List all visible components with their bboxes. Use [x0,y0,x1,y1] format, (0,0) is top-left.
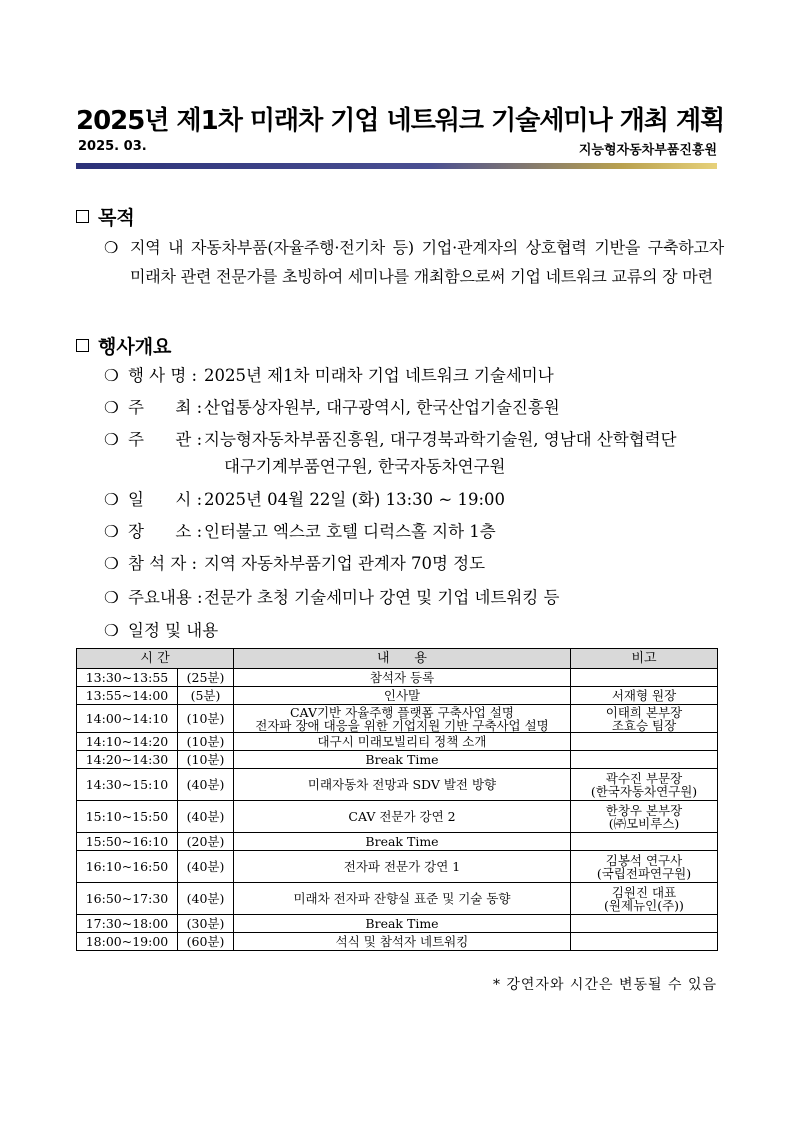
item-label: 주 관 : [128,430,203,449]
overview-item-organizer [104,426,677,454]
circle-bullet-icon: ❍ [104,366,119,385]
cell-content-line2: 전자파 장애 대응을 위한 기업지원 기반 구축사업 설명 [255,717,549,733]
item-value: 지능형자동차부품진흥원, 대구경북과학기술원, 영남대 산학협력단 [204,430,677,449]
cell-note-line2: 조효승 팀장 [611,717,677,733]
circle-bullet-icon: ❍ [104,621,119,640]
cell-content: Break Time [234,751,571,769]
cell-time: 14:00~14:10 [77,705,178,733]
overview-item-attendees [104,550,485,578]
cell-note [571,933,718,951]
header-time: 시 간 [77,649,234,669]
cell-content: 석식 및 참석자 네트워킹 [234,933,571,951]
table-row [77,801,718,833]
organization-name: 지능형자동차부품진흥원 [578,143,717,158]
table-row [77,933,718,951]
cell-time: 16:50~17:30 [77,883,178,915]
cell-note-line1: 김봉석 연구사 [605,852,683,868]
cell-duration: (25분) [178,669,234,687]
table-row [77,687,718,705]
item-label: 주요내용 : [128,588,203,607]
item-label: 일정 및 내용 [128,621,219,640]
cell-note [571,915,718,933]
cell-content: Break Time [234,833,571,851]
footnote: * 강연자와 시간은 변동될 수 있음 [492,977,717,993]
cell-time: 18:00~19:00 [77,933,178,951]
circle-bullet-icon: ❍ [104,554,119,573]
overview-item-datetime [104,486,505,514]
table-row [77,669,718,687]
circle-bullet-icon: ❍ [104,398,119,417]
circle-bullet-icon: ❍ [104,238,119,257]
header-note: 비고 [571,649,718,669]
cell-duration: (40분) [178,769,234,801]
overview-item-schedule [104,617,218,645]
cell-duration: (40분) [178,801,234,833]
cell-time: 13:30~13:55 [77,669,178,687]
cell-time: 13:55~14:00 [77,687,178,705]
item-value: 산업통상자원부, 대구광역시, 한국산업기술진흥원 [204,398,560,417]
cell-duration: (10분) [178,705,234,733]
circle-bullet-icon: ❍ [104,430,119,449]
circle-bullet-icon: ❍ [104,588,119,607]
cell-time: 14:20~14:30 [77,751,178,769]
item-value: 지역 자동차부품기업 관계자 70명 정도 [204,554,486,573]
table-row [77,705,718,733]
cell-time: 15:50~16:10 [77,833,178,851]
cell-duration: (20분) [178,833,234,851]
cell-note [571,705,718,733]
cell-note [571,733,718,751]
table-header-row [77,649,718,669]
table-row [77,915,718,933]
overview-heading [76,332,171,359]
purpose-text: 지역 내 자동차부품(자율주행·전기차 등) 기업·관계자의 상호협력 기반을 구축하고자 미래차 관련 전문가를 초빙하여 세미나를 개최함으로써 기업 네트워크 교류의 장 마련 [130,238,724,286]
cell-content: 인사말 [234,687,571,705]
circle-bullet-icon: ❍ [104,490,119,509]
cell-duration: (10분) [178,751,234,769]
table-row [77,769,718,801]
item-label: 주 최 : [128,398,203,417]
cell-content: 미래차 전자파 잔향실 표준 및 기술 동향 [234,883,571,915]
purpose-paragraph [104,233,724,323]
cell-note-line1: 김원진 대표 [611,884,677,900]
cell-note: 서재형 원장 [571,687,718,705]
item-value: 2025년 04월 22일 (화) 13:30 ~ 19:00 [204,490,506,509]
cell-duration: (40분) [178,851,234,883]
cell-duration: (60분) [178,933,234,951]
cell-duration: (40분) [178,883,234,915]
item-value: 전문가 초청 기술세미나 강연 및 기업 네트워킹 등 [204,588,560,607]
overview-heading-label: 행사개요 [98,336,172,358]
cell-content-line1: CAV기반 자율주행 플랫폼 구축사업 설명 [289,704,514,720]
item-label: 일 시 : [128,490,203,509]
cell-note-line1: 한창우 본부장 [605,802,683,818]
document-date: 2025. 03. [78,139,147,154]
header-divider [76,163,717,169]
cell-note-line1: 곽수진 부문장 [605,770,683,786]
cell-time: 14:30~15:10 [77,769,178,801]
cell-content: CAV 전문가 강연 2 [234,801,571,833]
checkbox-square-icon [76,339,89,352]
overview-item-venue [104,518,496,546]
cell-note [571,669,718,687]
cell-content: Break Time [234,915,571,933]
cell-note [571,751,718,769]
table-row [77,733,718,751]
table-row [77,883,718,915]
cell-content [234,705,571,733]
cell-content: 대구시 미래모빌리티 정책 소개 [234,733,571,751]
item-label: 장 소 : [128,522,203,541]
overview-item-event-name [104,362,554,390]
overview-item-organizer-line2: 대구기계부품연구원, 한국자동차연구원 [224,457,506,476]
schedule-table [76,648,718,951]
header-content: 내 용 [234,649,571,669]
cell-note-line2: (원제뉴인(주)) [604,897,684,913]
cell-note-line2: (㈜모비루스) [608,815,680,831]
cell-time: 15:10~15:50 [77,801,178,833]
cell-note [571,769,718,801]
checkbox-square-icon [76,210,89,223]
cell-note [571,833,718,851]
cell-time: 17:30~18:00 [77,915,178,933]
cell-duration: (30분) [178,915,234,933]
item-label: 행 사 명 : [128,366,198,385]
table-row [77,851,718,883]
item-value: 2025년 제1차 미래차 기업 네트워크 기술세미나 [204,366,554,385]
overview-item-host [104,394,560,422]
item-value: 인터불고 엑스코 호텔 디럭스홀 지하 1층 [204,522,496,541]
cell-note [571,851,718,883]
cell-note [571,801,718,833]
cell-note-line2: (국립전파연구원) [596,865,692,881]
circle-bullet-icon: ❍ [104,522,119,541]
cell-time: 16:10~16:50 [77,851,178,883]
document-title: 2025년 제1차 미래차 기업 네트워크 기술세미나 개최 계획 [76,106,725,136]
table-row [77,833,718,851]
cell-time: 14:10~14:20 [77,733,178,751]
cell-content: 참석자 등록 [234,669,571,687]
cell-content: 전자파 전문가 강연 1 [234,851,571,883]
cell-note-line1: 이태희 본부장 [605,704,683,720]
purpose-heading-label: 목적 [98,207,135,229]
cell-note-line2: (한국자동차연구원) [590,783,698,799]
overview-item-main-content [104,584,560,612]
cell-content: 미래자동차 전망과 SDV 발전 방향 [234,769,571,801]
purpose-heading [76,203,135,230]
table-row [77,751,718,769]
item-label: 참 석 자 : [128,554,198,573]
cell-duration: (10분) [178,733,234,751]
cell-duration: (5분) [178,687,234,705]
cell-note [571,883,718,915]
